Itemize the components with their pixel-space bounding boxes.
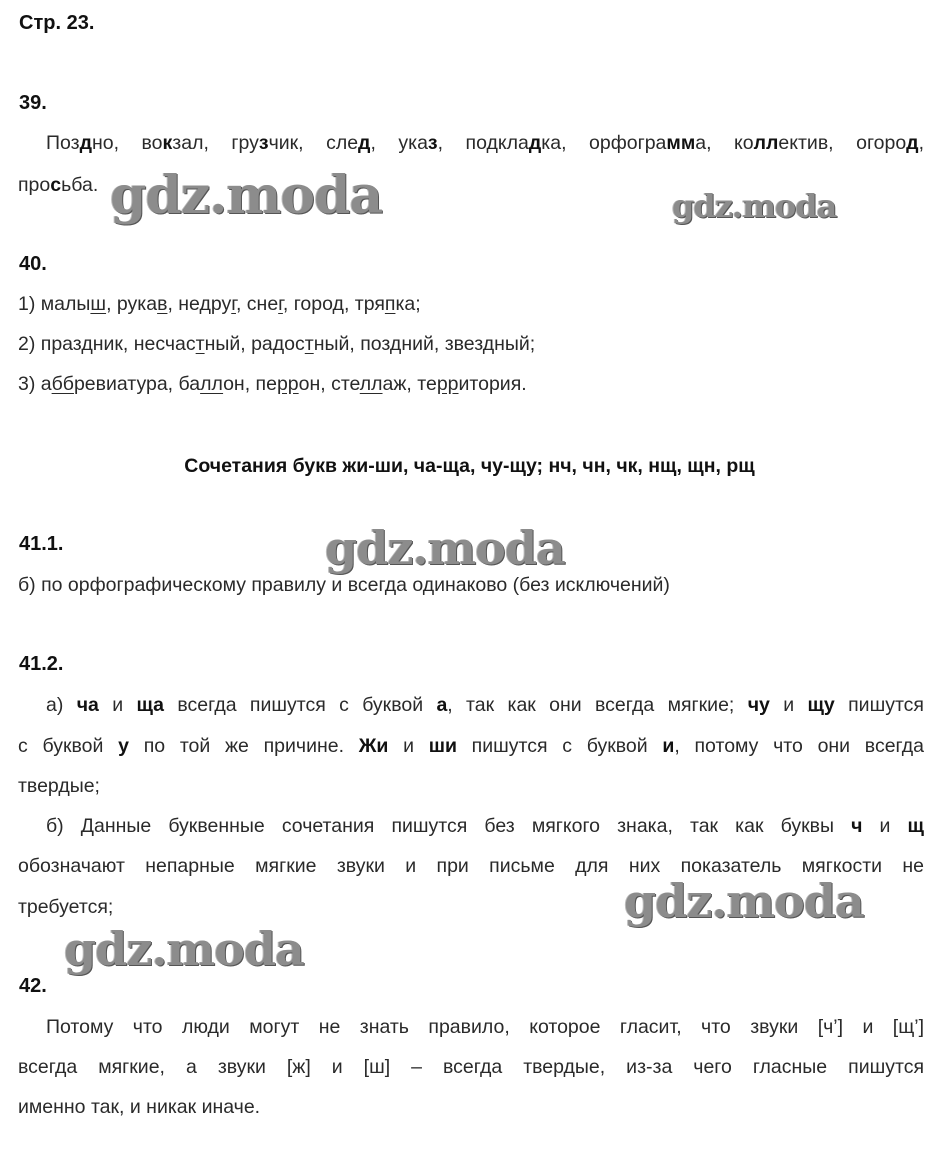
page-header: Стр. 23. — [19, 12, 95, 34]
exercise-41-2-a-line-3: твердые; — [18, 775, 100, 797]
exercise-41-2-a-line-1: а) ча и ща всегда пишутся с буквой а, так как они всегда мягкие; чу и щу пишутся — [46, 694, 924, 716]
exercise-40-line-2: 2) праздник, несчастный, радостный, поздний, звездный; — [18, 333, 536, 355]
exercise-39-line-1: Поздно, вокзал, грузчик, след, указ, подкладка, орфограмма, коллектив, огород, — [46, 132, 924, 154]
watermark-logo: gdz.moda — [672, 187, 837, 225]
exercise-41-2-number: 41.2. — [19, 653, 64, 675]
exercise-39-line-2: просьба. — [18, 174, 99, 196]
exercise-42-line-1: Потому что люди могут не знать правило, которое гласит, что звуки [ч’] и [щ’] — [46, 1016, 924, 1038]
watermark-logo: gdz.moda — [325, 521, 565, 575]
exercise-41-2-b-line-2: обозначают непарные мягкие звуки и при письме для них показатель мягкости не — [18, 855, 924, 877]
exercise-41-2-b-line-3: требуется; — [18, 896, 114, 918]
exercise-41-1-text: б) по орфографическому правилу и всегда одинаково (без исключений) — [18, 574, 670, 596]
section-title: Сочетания букв жи-ши, ча-ща, чу-щу; нч, чн, чк, нщ, щн, рщ — [184, 455, 755, 477]
watermark-logo: gdz.moda — [64, 922, 304, 976]
exercise-41-2-b-line-1: б) Данные буквенные сочетания пишутся без мягкого знака, так как буквы ч и щ — [46, 815, 924, 837]
exercise-41-2-a-line-2: с буквой у по той же причине. Жи и ши пишутся с буквой и, потому что они всегда — [18, 735, 924, 757]
exercise-42-number: 42. — [19, 975, 47, 997]
watermark-logo: gdz.moda — [110, 165, 383, 226]
exercise-40-line-1: 1) малыш, рукав, недруг, снег, город, тряпка; — [18, 293, 421, 315]
exercise-42-line-2: всегда мягкие, а звуки [ж] и [ш] – всегда твердые, из-за чего гласные пишутся — [18, 1056, 924, 1078]
exercise-41-1-number: 41.1. — [19, 533, 64, 555]
exercise-42-line-3: именно так, и никак иначе. — [18, 1096, 261, 1118]
exercise-40-number: 40. — [19, 253, 47, 275]
exercise-39-number: 39. — [19, 92, 47, 114]
exercise-40-line-3: 3) аббревиатура, баллон, перрон, стеллаж, территория. — [18, 373, 527, 395]
watermark-logo: gdz.moda — [624, 874, 864, 928]
